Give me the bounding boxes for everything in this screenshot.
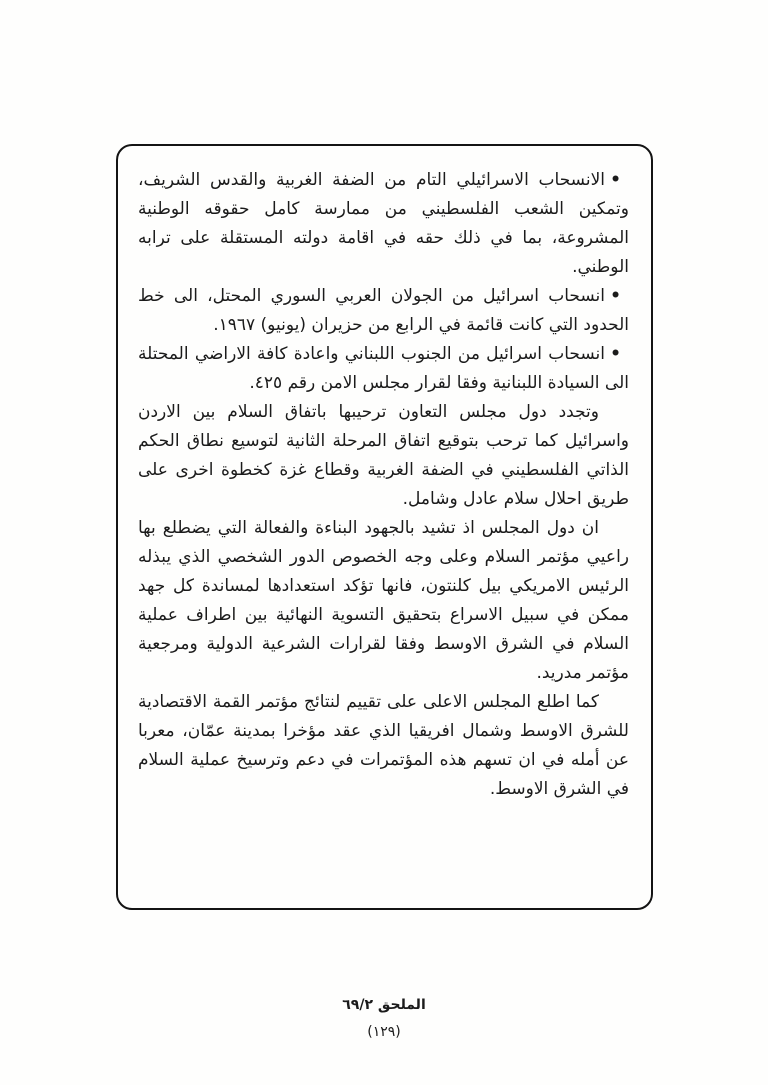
list-item: [138, 166, 629, 282]
bullet-text: انسحاب اسرائيل من الجنوب اللبناني واعادة كافة الاراضي المحتلة الى السيادة اللبنانية وفقا لقرار مجلس الامن رقم ٤٢٥.: [138, 344, 629, 393]
bullet-text: الانسحاب الاسرائيلي التام من الضفة الغربية والقدس الشريف، وتمكين الشعب الفلسطيني من ممارسة كامل حقوقه الوطنية المشروعة، بما في ذلك حقه في اقامة دولته المستقلة على ترابه الوطني.: [138, 170, 629, 277]
paragraph: ان دول المجلس اذ تشيد بالجهود البناءة والفعالة التي يضطلع بها راعيي مؤتمر السلام وعلى وجه الخصوص الدور الشخصي الذي يبذله الرئيس الامريكي بيل كلنتون، فانها تؤكد استعدادها لمساندة كل جهد ممكن في سبيل الاسراع بتحقيق التسوية النهائية بين اطراف عملية السلام في الشرق الاوسط وفقا لقرارات الشرعية الدولية ومرجعية مؤتمر مدريد.: [138, 518, 629, 683]
document-frame: [116, 144, 653, 910]
bullet-icon: •: [610, 170, 621, 190]
page-footer: [0, 996, 768, 1041]
paragraph: وتجدد دول مجلس التعاون ترحيبها باتفاق السلام بين الاردن واسرائيل كما ترحب بتوقيع اتفاق المرحلة الثانية لتوسيع نطاق الحكم الذاتي الفلسطيني في الضفة الغربية وقطاع غزة كخطوة اخرى على طريق احلال سلام عادل وشامل.: [138, 402, 629, 509]
bullet-list: [138, 166, 629, 398]
list-item: [138, 282, 629, 340]
list-item: [138, 340, 629, 398]
bullet-icon: •: [610, 344, 621, 364]
annex-label: الملحق ٦٩/٢: [342, 997, 426, 1013]
bullet-text: انسحاب اسرائيل من الجولان العربي السوري المحتل، الى خط الحدود التي كانت قائمة في الرابع من حزيران (يونيو) ١٩٦٧.: [138, 286, 629, 335]
paragraph: كما اطلع المجلس الاعلى على تقييم لنتائج مؤتمر القمة الاقتصادية للشرق الاوسط وشمال افريقيا الذي عقد مؤخرا بمدينة عمّان، معربا عن أمله في ان تسهم هذه المؤتمرات في دعم وترسيخ عملية السلام في الشرق الاوسط.: [138, 692, 629, 799]
bullet-icon: •: [610, 286, 621, 306]
page-number: (١٢٩): [367, 1024, 401, 1040]
